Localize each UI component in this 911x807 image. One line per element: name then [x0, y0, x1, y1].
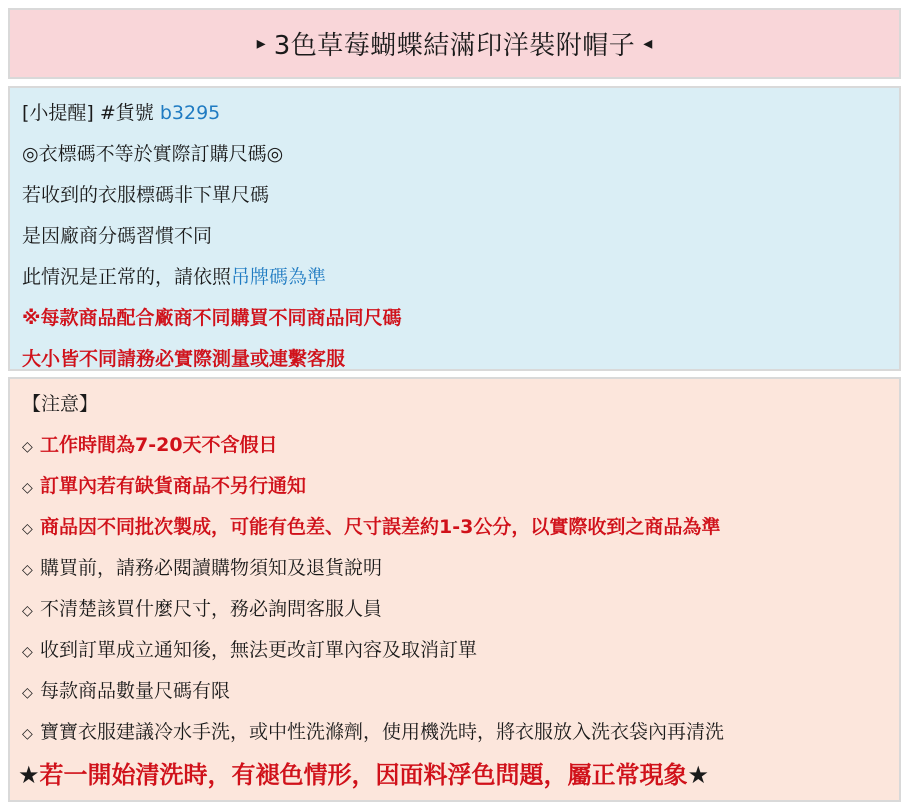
- notice-item: [22, 671, 899, 712]
- reminder-panel: [8, 86, 901, 371]
- reminder-line: 是因廠商分碼習慣不同: [22, 225, 213, 247]
- diamond-bullet-icon: ◇: [22, 439, 33, 455]
- diamond-bullet-icon: ◇: [22, 726, 33, 742]
- notice-heading: 【注意】: [22, 393, 99, 415]
- notice-item-text: 不清楚該買什麼尺寸，務必詢問客服人員: [40, 598, 383, 620]
- washing-warning: [18, 753, 899, 797]
- tag-size-highlight: 吊牌碼為準: [231, 266, 327, 288]
- notice-item-text: 商品因不同批次製成，可能有色差、尺寸誤差約1-3公分，以實際收到之商品為準: [40, 516, 721, 538]
- diamond-bullet-icon: ◇: [22, 685, 33, 701]
- star-icon: ★: [687, 761, 710, 789]
- right-triangle-icon: ◂: [643, 33, 653, 54]
- product-title: 3色草莓蝴蝶結滿印洋裝附帽子: [273, 31, 636, 61]
- notice-panel: [8, 377, 901, 802]
- notice-item-text: 收到訂單成立通知後，無法更改訂單內容及取消訂單: [40, 639, 478, 661]
- title-banner: [8, 8, 901, 79]
- notice-item-text: 購買前，請務必閱讀購物須知及退貨說明: [40, 557, 383, 579]
- reminder-alert: 大小皆不同請務必實際測量或連繫客服: [22, 348, 346, 370]
- reminder-prefix: [小提醒] #貨號: [22, 102, 160, 124]
- notice-item-text: 工作時間為7-20天不含假日: [40, 434, 278, 456]
- washing-warning-text: 若一開始清洗時，有褪色情形，因面料浮色問題，屬正常現象: [39, 761, 688, 789]
- notice-item: [22, 425, 899, 466]
- notice-item: [22, 630, 899, 671]
- notice-item-text: 訂單內若有缺貨商品不另行通知: [40, 475, 307, 497]
- reminder-line: ◎衣標碼不等於實際訂購尺碼◎: [22, 143, 284, 165]
- notice-item: [22, 466, 899, 507]
- diamond-bullet-icon: ◇: [22, 521, 33, 537]
- item-number: b3295: [159, 102, 221, 124]
- notice-item: [22, 548, 899, 589]
- diamond-bullet-icon: ◇: [22, 562, 33, 578]
- notice-item: [22, 712, 899, 753]
- notice-item: [22, 507, 899, 548]
- notice-item-text: 寶寶衣服建議冷水手洗，或中性洗滌劑，使用機洗時，將衣服放入洗衣袋內再清洗: [40, 721, 725, 743]
- left-triangle-icon: ▸: [256, 33, 266, 54]
- reminder-line: 若收到的衣服標碼非下單尺碼: [22, 184, 270, 206]
- notice-item: [22, 589, 899, 630]
- diamond-bullet-icon: ◇: [22, 603, 33, 619]
- reminder-line: [22, 257, 899, 298]
- diamond-bullet-icon: ◇: [22, 480, 33, 496]
- reminder-heading: [22, 93, 899, 134]
- reminder-line-text: 此情況是正常的，請依照: [22, 266, 232, 288]
- notice-item-text: 每款商品數量尺碼有限: [40, 680, 231, 702]
- reminder-alert: ※每款商品配合廠商不同購買不同商品同尺碼: [22, 307, 402, 329]
- diamond-bullet-icon: ◇: [22, 644, 33, 660]
- star-icon: ★: [18, 761, 40, 789]
